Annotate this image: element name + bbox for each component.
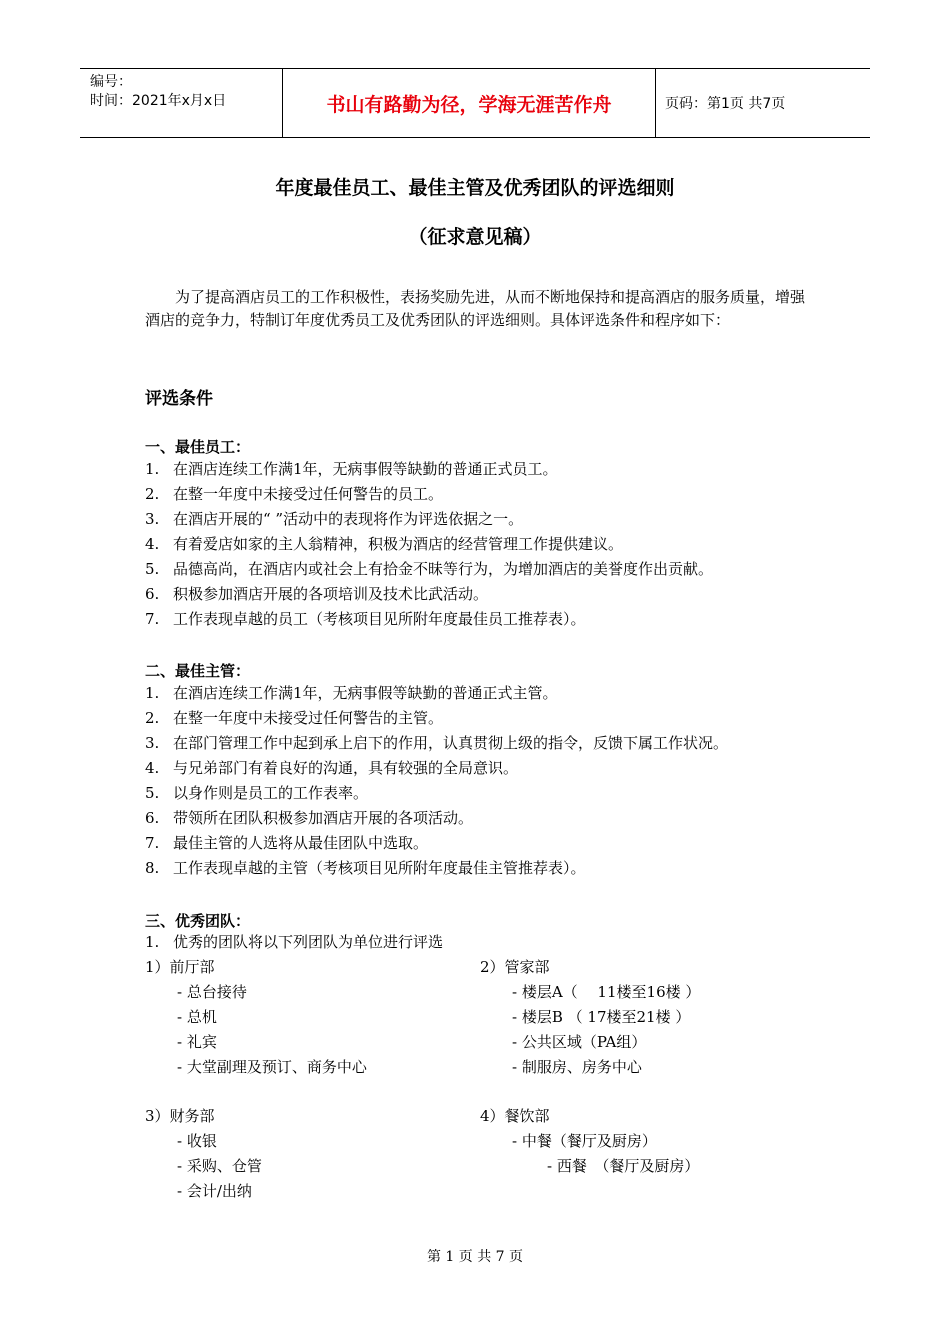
header-page-number: 页码：第1页 共7页 (665, 96, 786, 112)
supervisor-heading: 二、最佳主管： (145, 662, 251, 680)
item-number: 7. (145, 834, 160, 852)
group-item: - 采购、仓管 (177, 1157, 262, 1175)
section-title: 评选条件 (145, 389, 213, 409)
group-item: - 总机 (177, 1008, 217, 1026)
item-text: 工作表现卓越的主管（考核项目见所附年度最佳主管推荐表）。 (173, 859, 586, 877)
item-number: 2. (145, 709, 160, 727)
header-meta-cell (80, 69, 282, 137)
item-text: 与兄弟部门有着良好的沟通，具有较强的全局意识。 (173, 759, 519, 777)
document-header (80, 68, 870, 138)
list-item (145, 756, 845, 781)
finance-group (145, 1104, 262, 1204)
employee-criteria-list (145, 457, 845, 632)
group-title: 3）财务部 (145, 1107, 215, 1125)
employee-heading: 一、最佳员工： (145, 438, 251, 456)
group-item: - 西餐 （餐厅及厨房） (547, 1157, 700, 1175)
item-number: 6. (145, 585, 160, 603)
group-item: - 楼层B （ 17楼至21楼 ） (512, 1008, 691, 1026)
fnb-group (480, 1104, 699, 1179)
item-text: 带领所在团队积极参加酒店开展的各项活动。 (173, 809, 474, 827)
group-item: - 礼宾 (177, 1033, 217, 1051)
list-item (145, 457, 845, 482)
item-number: 7. (145, 610, 160, 628)
group-item: - 收银 (177, 1132, 217, 1150)
item-number: 8. (145, 859, 160, 877)
team-heading: 三、优秀团队： (145, 912, 251, 930)
list-item (145, 557, 845, 582)
group-item: - 大堂副理及预订、商务中心 (177, 1058, 367, 1076)
group-item: - 楼层A（ 11楼至16楼 ） (512, 983, 701, 1001)
item-text: 最佳主管的人选将从最佳团队中选取。 (173, 834, 429, 852)
group-title: 4）餐饮部 (480, 1107, 550, 1125)
list-item (145, 482, 845, 507)
item-text: 在酒店连续工作满1年，无病事假等缺勤的普通正式主管。 (173, 684, 558, 702)
document-title: 年度最佳员工、最佳主管及优秀团队的评选细则 (275, 177, 675, 199)
list-item (145, 681, 845, 706)
list-item (145, 532, 845, 557)
item-text: 积极参加酒店开展的各项培训及技术比武活动。 (173, 585, 489, 603)
item-number: 1. (145, 684, 160, 702)
item-number: 3. (145, 734, 160, 752)
item-text: 在整一年度中未接受过任何警告的员工。 (173, 485, 444, 503)
item-number: 1. (145, 933, 160, 951)
time-label: 时间：2021年x月x日 (90, 93, 227, 109)
item-text: 在整一年度中未接受过任何警告的主管。 (173, 709, 444, 727)
item-text: 优秀的团队将以下列团队为单位进行评选 (173, 933, 444, 951)
list-item (145, 856, 845, 881)
list-item (145, 930, 845, 955)
group-item: - 中餐（餐厅及厨房） (512, 1132, 657, 1150)
list-item (145, 806, 845, 831)
item-number: 5. (145, 560, 160, 578)
document-subtitle: （征求意见稿） (408, 226, 542, 248)
item-text: 在部门管理工作中起到承上启下的作用，认真贯彻上级的指令，反馈下属工作状况。 (173, 734, 729, 752)
group-item: - 会计/出纳 (177, 1182, 252, 1200)
item-text: 品德高尚，在酒店内或社会上有拾金不昧等行为，为增加酒店的美誉度作出贡献。 (173, 560, 714, 578)
list-item (145, 781, 845, 806)
item-number: 4. (145, 535, 160, 553)
group-title: 1）前厅部 (145, 958, 215, 976)
intro-paragraph: 为了提高酒店员工的工作积极性，表扬奖励先进，从而不断地保持和提高酒店的服务质量，增强酒店的竞争力，特制订年度优秀员工及优秀团队的评选细则。具体评选条件和程序如下： (145, 288, 806, 329)
item-text: 在酒店开展的“ ”活动中的表现将作为评选依据之一。 (173, 510, 524, 528)
item-number: 4. (145, 759, 160, 777)
list-item (145, 607, 845, 632)
list-item (145, 731, 845, 756)
group-title: 2）管家部 (480, 958, 550, 976)
item-number: 1. (145, 460, 160, 478)
list-item (145, 582, 845, 607)
item-text: 以身作则是员工的工作表率。 (173, 784, 369, 802)
item-text: 在酒店连续工作满1年，无病事假等缺勤的普通正式员工。 (173, 460, 558, 478)
front-office-group (145, 955, 367, 1080)
housekeeping-group (480, 955, 700, 1080)
group-item: - 总台接待 (177, 983, 247, 1001)
header-slogan: 书山有路勤为径，学海无涯苦作舟 (282, 69, 656, 137)
item-text: 工作表现卓越的员工（考核项目见所附年度最佳员工推荐表）。 (173, 610, 586, 628)
item-text: 有着爱店如家的主人翁精神，积极为酒店的经营管理工作提供建议。 (173, 535, 624, 553)
item-number: 5. (145, 784, 160, 802)
supervisor-criteria-list (145, 681, 845, 881)
item-number: 6. (145, 809, 160, 827)
list-item (145, 507, 845, 532)
team-criteria-list (145, 930, 845, 955)
item-number: 2. (145, 485, 160, 503)
list-item (145, 831, 845, 856)
item-number: 3. (145, 510, 160, 528)
list-item (145, 706, 845, 731)
group-item: - 公共区域（PA组） (512, 1033, 647, 1051)
group-item: - 制服房、房务中心 (512, 1058, 642, 1076)
number-label: 编号： (90, 74, 132, 90)
page-footer: 第 1 页 共 7 页 (426, 1249, 524, 1265)
